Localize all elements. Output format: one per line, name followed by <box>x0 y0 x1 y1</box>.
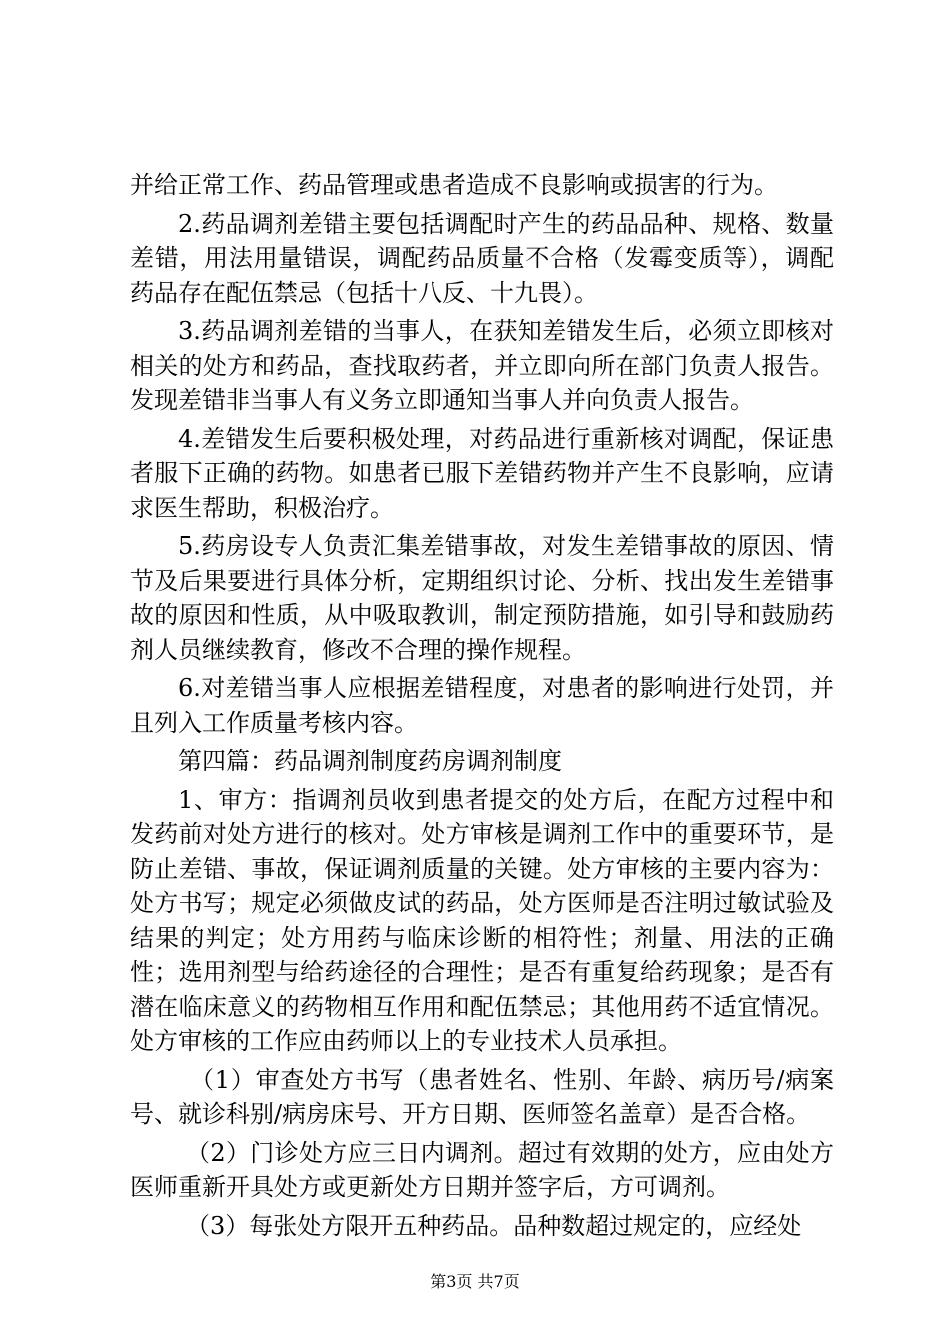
paragraph-continuation: 并给正常工作、药品管理或患者造成不良影响或损害的行为。 <box>130 171 778 199</box>
page-number: 第3页 共7页 <box>430 1272 520 1291</box>
paragraph-sub-2: （2）门诊处方应三日内调剂。超过有效期的处方，应由处方医师重新开具处方或更新处方日期并签字后，方可调剂。 <box>130 1138 834 1201</box>
paragraph-sub-1: （1）审查处方书写（患者姓名、性别、年龄、病历号/病案号、就诊科别/病房床号、开方日期、医师签名盖章）是否合格。 <box>130 1065 834 1128</box>
paragraph-item-4: 4.差错发生后要积极处理，对药品进行重新核对调配，保证患者服下正确的药物。如患者已服下差错药物并产生不良影响，应请求医生帮助，积极治疗。 <box>130 424 834 522</box>
paragraph-item-5: 5.药房设专人负责汇集差错事故，对发生差错事故的原因、情节及后果要进行具体分析，定期组织讨论、分析、找出发生差错事故的原因和性质，从中吸取教训，制定预防措施，如引导和鼓励药剂人员继续教育，修改不合理的操作规程。 <box>130 532 834 664</box>
paragraph-item-2: 2.药品调剂差错主要包括调配时产生的药品品种、规格、数量差错，用法用量错误，调配药品质量不合格（发霉变质等），调配药品存在配伍禁忌（包括十八反、十九畏）。 <box>130 209 834 307</box>
paragraph-review: 1、审方：指调剂员收到患者提交的处方后，在配方过程中和发药前对处方进行的核对。处方审核是调剂工作中的重要环节，是防止差错、事故，保证调剂质量的关键。处方审核的主要内容为：处方书写；规定必须做皮试的药品，处方医师是否注明过敏试验及结果的判定；处方用药与临床诊断的相符性；剂量、用法的正确性；选用剂型与给药途径的合理性；是否有重复给药现象；是否有潜在临床意义的药物相互作用和配伍禁忌；其他用药不适宜情况。处方审核的工作应由药师以上的专业技术人员承担。 <box>130 785 834 1055</box>
section-heading: 第四篇：药品调剂制度药房调剂制度 <box>178 747 562 775</box>
paragraph-item-3: 3.药品调剂差错的当事人，在获知差错发生后，必须立即核对相关的处方和药品，查找取药者，并立即向所在部门负责人报告。发现差错非当事人有义务立即通知当事人并向负责人报告。 <box>130 317 834 414</box>
paragraph-item-6: 6.对差错当事人应根据差错程度，对患者的影响进行处罚，并且列入工作质量考核内容。 <box>130 674 834 737</box>
document-body <box>130 168 834 1243</box>
paragraph-sub-3: （3）每张处方限开五种药品。品种数超过规定的，应经处 <box>186 1211 802 1240</box>
